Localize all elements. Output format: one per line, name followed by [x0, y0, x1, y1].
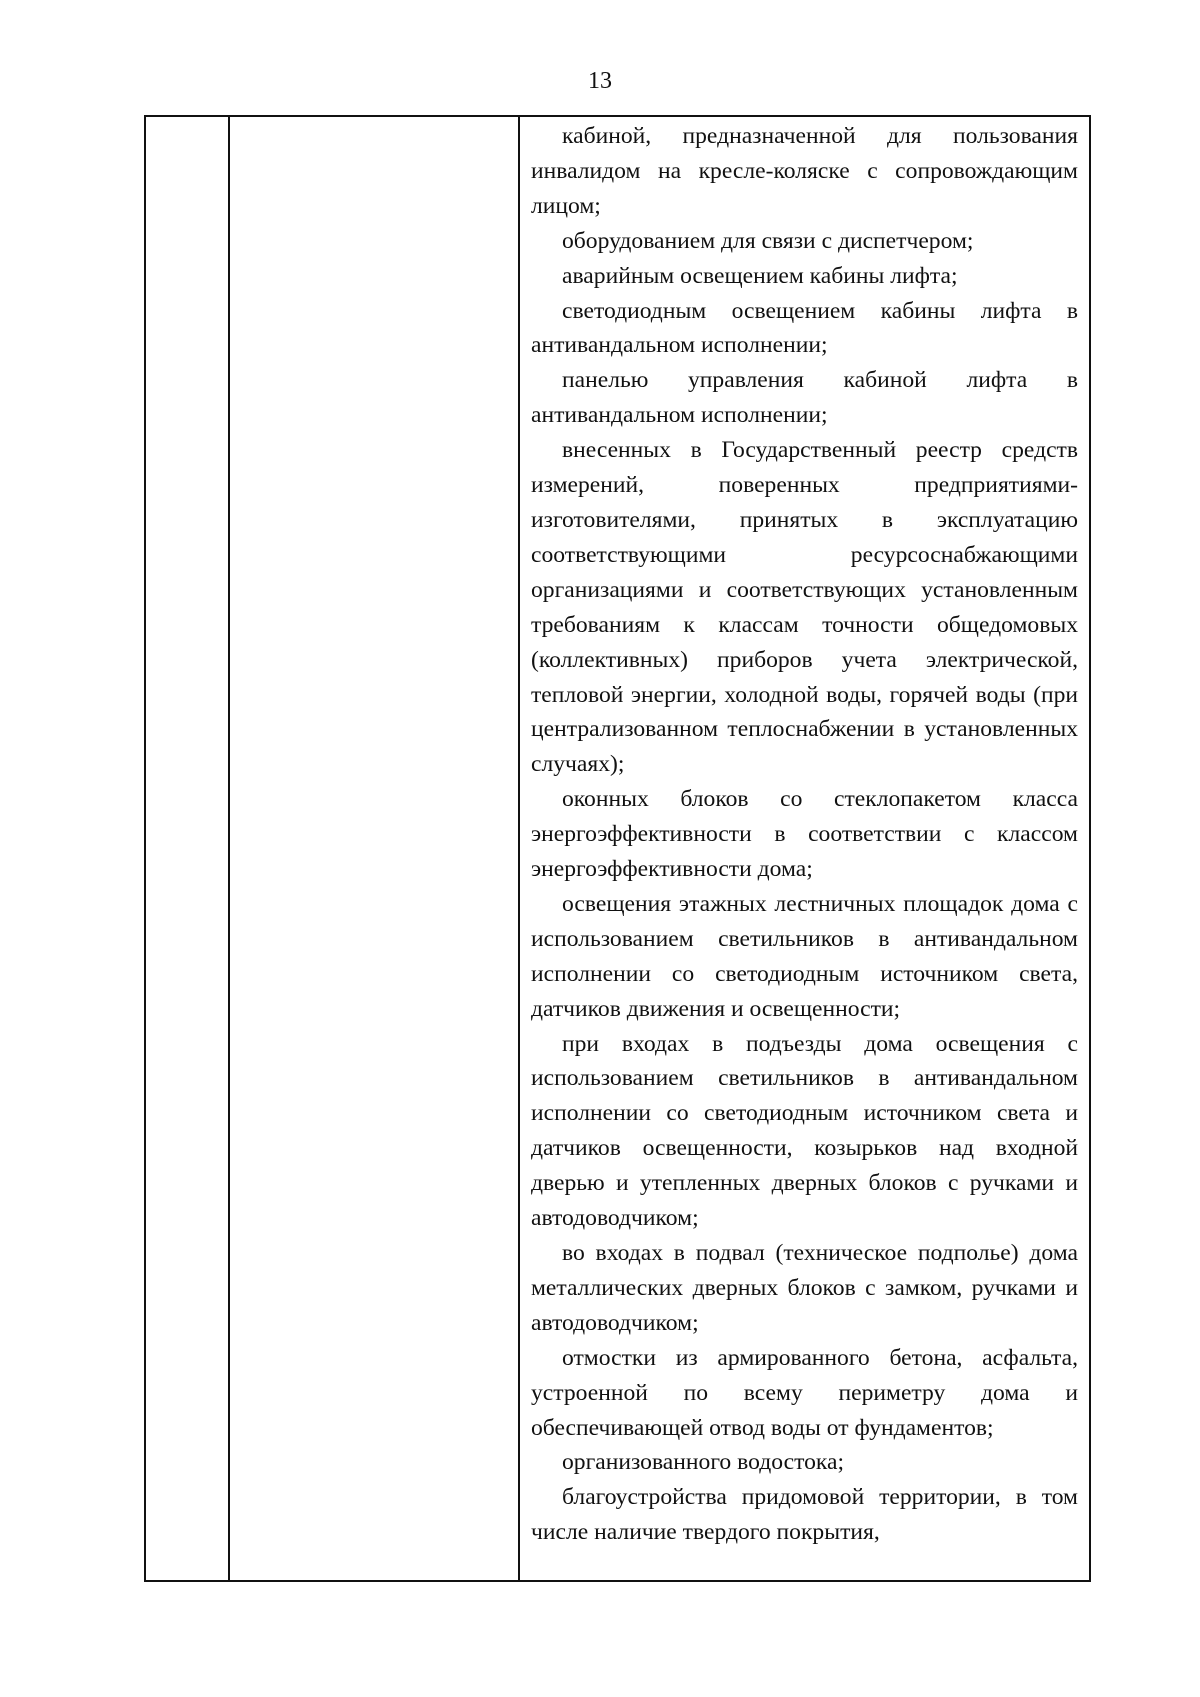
requirement-paragraph: во входах в подвал (техническое подполье) дома металлических дверных блоков с замком, ручками и автодоводчиком; [531, 1240, 1078, 1336]
requirement-paragraph: светодиодным освещением кабины лифта в антивандальном исполнении; [531, 297, 1078, 359]
table-cell-number [145, 116, 229, 1581]
table-cell-name [229, 116, 519, 1581]
requirement-paragraph: организованного водостока; [562, 1449, 844, 1476]
requirement-paragraph: аварийным освещением кабины лифта; [562, 262, 958, 289]
requirement-paragraph: оборудованием для связи с диспетчером; [562, 227, 974, 254]
requirement-paragraph: оконных блоков со стеклопакетом класса энергоэффективности в соответствии с классом энергоэффективности дома; [531, 786, 1078, 883]
requirement-paragraph: внесенных в Государственный реестр средств измерений, поверенных предприятиями-изготовителями, принятых в эксплуатацию соответствующими ресурсоснабжающими организациями и соответствующих установленным требованиям к классам точности общедомовых (коллективных) приборов учета электрической, тепловой энергии, холодной воды, горячей воды (при централизованном теплоснабжении в установленных случаях); [531, 437, 1078, 778]
requirements-text [520, 117, 1089, 1550]
requirement-paragraph: панелью управления кабиной лифта в антивандальном исполнении; [531, 367, 1078, 429]
requirement-paragraph: отмостки из армированного бетона, асфальта, устроенной по всему периметру дома и обеспечивающей отвод воды от фундаментов; [531, 1344, 1078, 1441]
requirement-paragraph: при входах в подъезды дома освещения с использованием светильников в антивандальном исполнении со светодиодным источником света и датчиков освещенности, козырьков над входной дверью и утепленных дверных блоков с ручками и автодоводчиком; [531, 1030, 1078, 1232]
requirement-paragraph: кабиной, предназначенной для пользования инвалидом на кресле-коляске с сопровождающим лицом; [531, 123, 1078, 219]
requirement-paragraph: освещения этажных лестничных площадок дома с использованием светильников в антивандальном исполнении со светодиодным источником света, датчиков движения и освещенности; [531, 890, 1078, 1022]
document-table [144, 115, 1091, 1582]
table-row [145, 116, 1090, 1581]
table-cell-requirements [519, 116, 1090, 1581]
page-number: 13 [588, 68, 612, 94]
requirement-paragraph: благоустройства придомовой территории, в том числе наличие твердого покрытия, [531, 1484, 1078, 1546]
